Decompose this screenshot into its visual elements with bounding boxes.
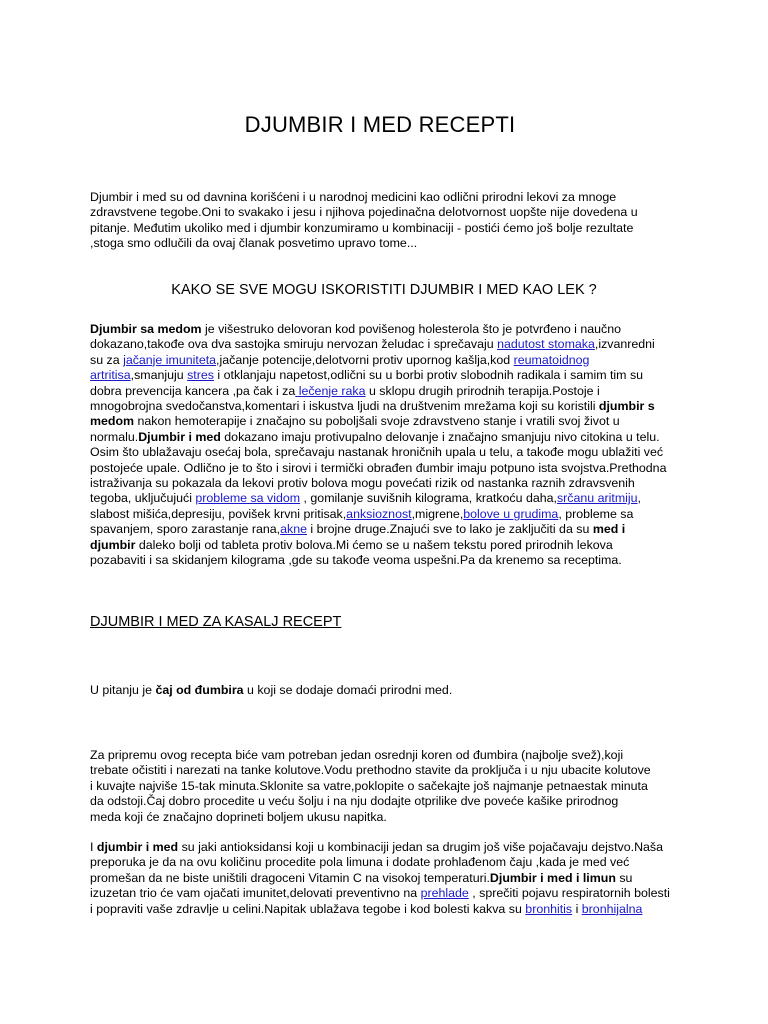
link-reumatoidnog[interactable]: reumatoidnog	[513, 352, 590, 367]
text-line: pozabaviti i sa skidanjem kilograma ,gde su takođe veoma uspešni.Pa da krenemo sa receptima.	[90, 553, 622, 568]
combination-paragraph	[90, 840, 690, 917]
link-artritisa[interactable]: artritisa	[90, 368, 131, 383]
link-nadutost-stomaka[interactable]: nadutost stomaka	[497, 337, 595, 352]
text: u sklopu drugih prirodnih terapija.Postoje i	[365, 383, 600, 398]
preparation-paragraph	[90, 748, 690, 825]
text-line	[90, 538, 690, 553]
text-line	[90, 414, 690, 429]
text: nakon hemoterapije i značajno su poboljšali svoje zdravstveno stanje i vratili svoj život u	[134, 414, 620, 429]
text: spavanjem, sporo zarastanje rana,	[90, 522, 281, 537]
intro-paragraph	[90, 190, 690, 252]
bold-text: medom	[90, 414, 135, 429]
text-line	[90, 384, 690, 399]
text-line	[90, 368, 690, 383]
text: su jaki antioksidansi koji u kombinaciji jedan sa drugim još više pojačavaju dejstvo.Naša	[178, 840, 663, 854]
link-akne[interactable]: akne	[280, 522, 307, 537]
text: , probleme sa	[558, 506, 634, 521]
text-line	[90, 322, 690, 337]
link-stres[interactable]: stres	[187, 368, 214, 383]
text: I	[90, 840, 97, 854]
text: dokazano,takođe ova dva sastojka smiruju nervozan želudac i sprečavaju	[90, 337, 498, 352]
bold-text: Djumbir sa medom	[90, 322, 202, 336]
text-line: da odstoji.Čaj dobro procedite u veću šolju i na nju dodajte otprilike dve poveće kašike prirodnog	[90, 794, 619, 809]
text-line	[90, 902, 690, 917]
bold-text: med i	[592, 522, 626, 537]
bold-text: djumbir	[90, 537, 136, 552]
text-line	[90, 683, 690, 698]
text: mnogobrojna svedočanstva,komentari i iskustva ljudi na društvenim mrežama koji su koristili	[90, 399, 599, 414]
text-line: istraživanja su pokazala da lekovi protiv bolova mogu povećati rizik od nastanka raznih zdravsvenih	[90, 476, 635, 491]
page-title: DJUMBIR I MED RECEPTI	[244, 112, 516, 137]
text-line: ,stoga smo odlučili da ovaj članak posvetimo upravo tome...	[90, 236, 418, 251]
text-line	[90, 522, 690, 537]
text-line: meda koji će značajno doprineti boljem ukusu napitka.	[90, 809, 387, 824]
text-line: pitanje. Međutim ukoliko med i djumbir konzumiramo u kombinaciji - postići ćemo još bolje rezultate	[90, 220, 634, 235]
text-line: i kuvajte najviše 15-tak minuta.Sklonite sa vatre,poklopite o sačekajte još najmanje petnaestak minuta	[90, 778, 648, 793]
bold-text: djumbir s	[598, 399, 655, 414]
text: su	[615, 870, 633, 885]
text-line: Osim što ublažavaju osećaj bola, sprečavaju nastanak hroničnih upala u telu, a takođe mogu ublažiti već	[90, 445, 664, 460]
text-line	[90, 430, 690, 445]
link-srcanu-aritmiju[interactable]: srčanu aritmiju	[556, 491, 638, 506]
text: su za	[90, 352, 124, 367]
text: ,migrene,	[411, 506, 464, 521]
text-line	[90, 399, 690, 414]
link-bolove-u-grudima[interactable]: bolove u grudima	[463, 506, 559, 521]
link-jacanje-imuniteta[interactable]: jačanje imuniteta	[123, 352, 217, 367]
text-line	[90, 840, 690, 855]
text: U pitanju je	[90, 683, 156, 697]
text-line	[90, 337, 690, 352]
tea-paragraph	[90, 683, 690, 698]
text: slabost mišića,depresiju, povišek krvni pritisak,	[90, 506, 347, 521]
link-bronhitis[interactable]: bronhitis	[525, 901, 573, 916]
link-probleme-sa-vidom[interactable]: probleme sa vidom	[195, 491, 301, 506]
bold-text: Djumbir i med i limun	[489, 870, 616, 885]
text: je višestruko delovoran kod povišenog holesterola što je potvrđeno i naučno	[201, 322, 622, 336]
text: i otklanjaju napetost,odlični su u borbi protiv slobodnih radikala i samim tim su	[213, 368, 644, 383]
text: ,	[637, 491, 641, 506]
text: daleko bolji od tableta protiv bolova.Mi ćemo se u našem tekstu pored prirodnih lekova	[135, 537, 613, 552]
link-bronhijalna[interactable]: bronhijalna	[581, 901, 643, 916]
text-line: preporuka je da na ovu količinu procedite pola limuna i dodate prohlađenom čaju ,kada je med već	[90, 855, 630, 870]
bold-text: čaj od đumbira	[155, 683, 244, 697]
text: tegoba, uključujući	[90, 491, 196, 506]
link-anksioznost[interactable]: anksioznost	[346, 506, 412, 521]
text: i popraviti vaše zdravlje u celini.Napitak ublažava tegobe i kod bolesti kakva su	[90, 901, 526, 916]
text: ,smanjuju	[130, 368, 188, 383]
text: ,izvanredni	[594, 337, 655, 352]
text: normalu.	[90, 429, 139, 444]
text-line	[90, 886, 690, 901]
text-line	[90, 507, 690, 522]
link-prehlade[interactable]: prehlade	[420, 886, 469, 901]
text: promešan da ne biste uništili dragoceni Vitamin C na visokoj temperaturi.	[90, 870, 490, 885]
text: ,jačanje potencije,delotvorni protiv upornog kašlja,kod	[216, 352, 514, 367]
text: dobra prevencija kancera ,pa čak i za	[90, 383, 296, 398]
text-line	[90, 871, 690, 886]
text: izuzetan trio će vam ojačati imunitet,delovati preventivno na	[90, 886, 421, 901]
text: , gomilanje suvišnih kilograma, kratkoću daha,	[300, 491, 557, 506]
text: u koji se dodaje domaći prirodni med.	[243, 683, 453, 697]
text-line: postojeće upale. Odlično je to što i sirovi i termički obrađen đumbir imaju potpuno ista svojstva.Prethodna	[90, 460, 667, 475]
text: i	[572, 901, 582, 916]
text-line: trebate očistiti i narezati na tanke kolutove.Vodu prethodno stavite da proključa i u nju ubacite kolutove	[90, 763, 651, 778]
text-line	[90, 491, 690, 506]
text-line: zdravstvene tegobe.Oni to svakako i jesu i njihova pojedinačna delotvornost uopšte nije dovedena u	[90, 205, 638, 220]
text: i brojne druge.Znajući sve to lako je zaključiti da su	[306, 522, 593, 537]
bold-text: Djumbir i med	[138, 429, 221, 444]
section-heading-lek: KAKO SE SVE MOGU ISKORISTITI DJUMBIR I MED KAO LEK ?	[171, 282, 597, 298]
main-paragraph	[90, 322, 690, 569]
bold-text: djumbir i med	[96, 840, 179, 854]
text-line	[90, 353, 690, 368]
section-heading-kasalj: DJUMBIR I MED ZA KASALJ RECEPT	[90, 614, 342, 630]
text-line: Djumbir i med su od davnina korišćeni i u narodnoj medicini kao odlični prirodni lekovi za mnoge	[90, 190, 617, 204]
text: dokazano imaju protivupalno delovanje i značajno smanjuju nivo citokina u telu.	[220, 429, 660, 444]
link-lecenje-raka[interactable]: lečenje raka	[295, 383, 366, 398]
text-line: Za pripremu ovog recepta biće vam potreban jedan osrednji koren od đumbira (najbolje svež),koji	[90, 748, 624, 762]
text: , sprečiti pojavu respiratornih bolesti	[468, 886, 670, 901]
